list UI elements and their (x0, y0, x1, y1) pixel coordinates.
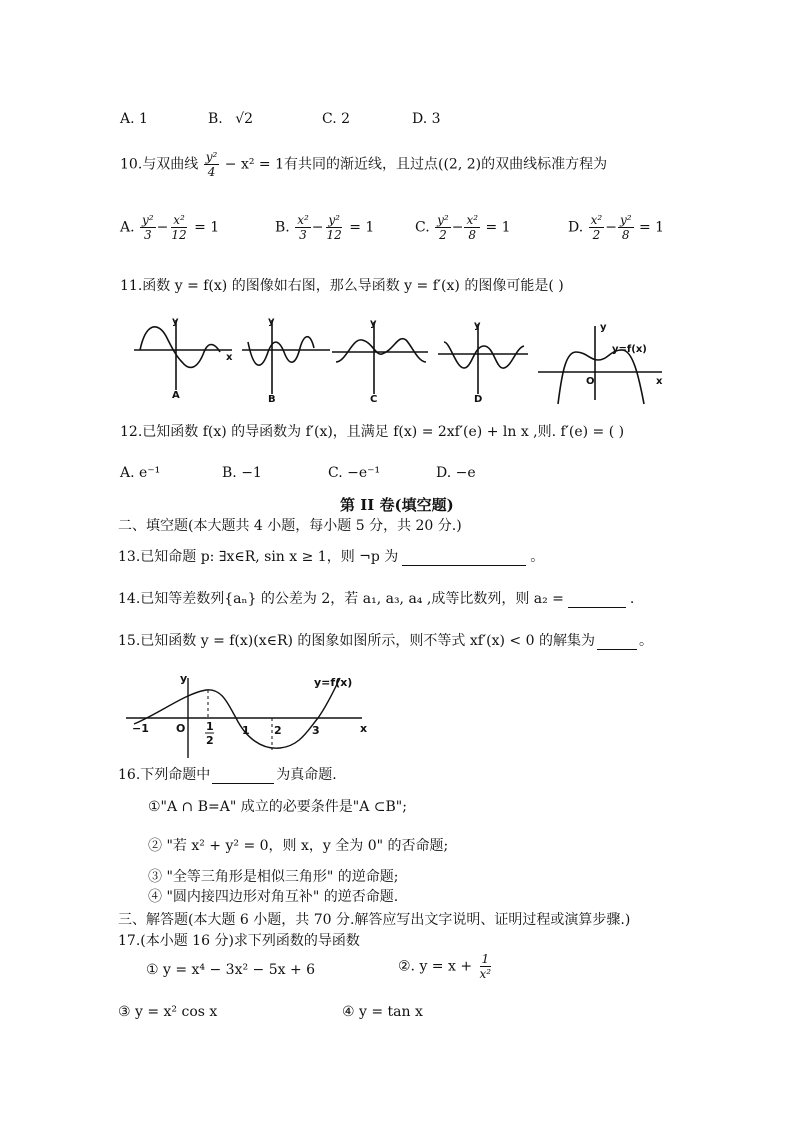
q11-graphs (132, 312, 672, 407)
q10-fraction: $\frac{\text{y²}}{4}$ (205, 150, 218, 179)
q10-option-c: C. $\frac{\text{y²}}{2}$ − $\frac{\text{x²}}{8}$ = 1 (415, 213, 511, 242)
q12-option-a: A. e⁻¹ (120, 465, 161, 481)
q17-function-4: ④ y = tan x (342, 1004, 423, 1020)
q10-option-b: B. $\frac{\text{x²}}{3}$ − $\frac{\text{y²}}{12}$ = 1 (275, 213, 375, 242)
q15-tick-3: 3 (312, 724, 320, 737)
q12-stem: 12.已知函数 f(x) 的导函数为 f′(x)，且满足 f(x) = 2xf′(e) + ln x ,则. f′(e) = ( ) (120, 424, 625, 440)
graph-fx-y-label: y (600, 322, 607, 333)
q16-item-2: ② "若 x² + y² = 0，则 x，y 全为 0" 的否命题; (148, 838, 449, 854)
graph-a-x-label: x (226, 352, 233, 363)
q9-option-b (208, 111, 253, 127)
section2-description: 二、填空题(本大题共 4 小题，每小题 5 分，共 20 分.) (118, 518, 462, 534)
q10-stem (120, 150, 607, 179)
q15-tick-minus1: −1 (132, 722, 149, 735)
section2-title: 第 II 卷(填空题) (340, 496, 454, 514)
graph-fx-origin: O (586, 376, 595, 387)
graph-b-y-label: y (268, 316, 275, 327)
q9-option-a: A. 1 (120, 111, 148, 127)
graph-c-label: C (370, 394, 378, 405)
q16-stem: 16.下列命题中 为真命题. (118, 767, 337, 783)
q13-answer-blank[interactable] (402, 549, 526, 566)
graph-c-y-label: y (370, 318, 377, 329)
q9-option-b-value: √2 (235, 111, 254, 127)
graph-a-y-label: y (172, 316, 179, 327)
q17-function-3: ③ y = x² cos x (118, 1004, 218, 1020)
q16-answer-blank[interactable] (212, 767, 274, 784)
q10-tail: − x² = 1有共同的渐近线，且过点((2, 2)的双曲线标准方程为 (224, 156, 608, 173)
q10-option-d: D. $\frac{\text{x²}}{2}$ − $\frac{\text{y²}}{8}$ = 1 (568, 213, 665, 242)
q17-function-2: ②. y = x + $\frac{1}{\text{x²}}$ (398, 952, 492, 981)
graph-fx-x-label: x (656, 376, 663, 387)
graph-b-label: B (268, 394, 276, 405)
q15-tick-2: 2 (274, 724, 282, 737)
q9-option-b-label: B. (208, 111, 223, 127)
q16-item-4: ④ "圆内接四边形对角互补" 的逆否命题. (148, 889, 399, 905)
q15-answer-blank[interactable] (597, 633, 637, 650)
graph-a-label: A (172, 390, 180, 401)
q14: 14.已知等差数列{aₙ} 的公差为 2，若 a₁, a₃, a₄ ,成等比数列，则 a₂ = . (118, 591, 635, 607)
q15-x-label: x (360, 722, 368, 735)
q9-option-c: C. 2 (322, 111, 351, 127)
q15-graph (122, 668, 372, 760)
q12-option-b: B. −1 (222, 465, 262, 481)
graph-d-label: D (474, 394, 483, 405)
q15: 15.已知函数 y = f(x)(x∈R) 的图象如图所示，则不等式 xf′(x) < 0 的解集为 。 (118, 633, 653, 649)
q9-option-d: D. 3 (412, 111, 441, 127)
q15-tick-half-num: 1 (206, 720, 214, 733)
q15-fx-label: y=f(x) (314, 676, 353, 689)
q16-item-3: ③ "全等三角形是相似三角形" 的逆命题; (148, 869, 399, 885)
q12-option-c: C. −e⁻¹ (328, 465, 381, 481)
q10-prefix: 10.与双曲线 (120, 156, 199, 173)
q16-item-1: ①"A ∩ B=A" 成立的必要条件是"A ⊂B"; (148, 799, 407, 815)
section3-description: 三、解答题(本大题 6 小题，共 70 分.解答应写出文字说明、证明过程或演算步骤.) (118, 912, 631, 928)
q10-option-a: A. $\frac{\text{y²}}{3}$ − $\frac{\text{x²}}{12}$ = 1 (120, 213, 220, 242)
q15-y-label: y (180, 672, 188, 685)
q15-tick-1: 1 (242, 724, 250, 737)
q15-origin: O (176, 722, 186, 735)
q14-answer-blank[interactable] (568, 591, 626, 608)
q11-stem: 11.函数 y = f(x) 的图像如右图，那么导函数 y = f′(x) 的图像可能是( ) (120, 278, 564, 294)
graph-d-y-label: y (474, 320, 481, 331)
q13: 13.已知命题 p: ∃x∈R, sin x ≥ 1，则 ¬p 为 。 (118, 549, 545, 565)
graph-fx-label: y=f(x) (612, 344, 647, 355)
q17-function-1: ① y = x⁴ − 3x² − 5x + 6 (146, 962, 316, 978)
q17-stem: 17.(本小题 16 分)求下列函数的导函数 (118, 933, 360, 949)
q12-option-d: D. −e (436, 465, 476, 481)
q15-tick-half-den: 2 (206, 734, 214, 747)
